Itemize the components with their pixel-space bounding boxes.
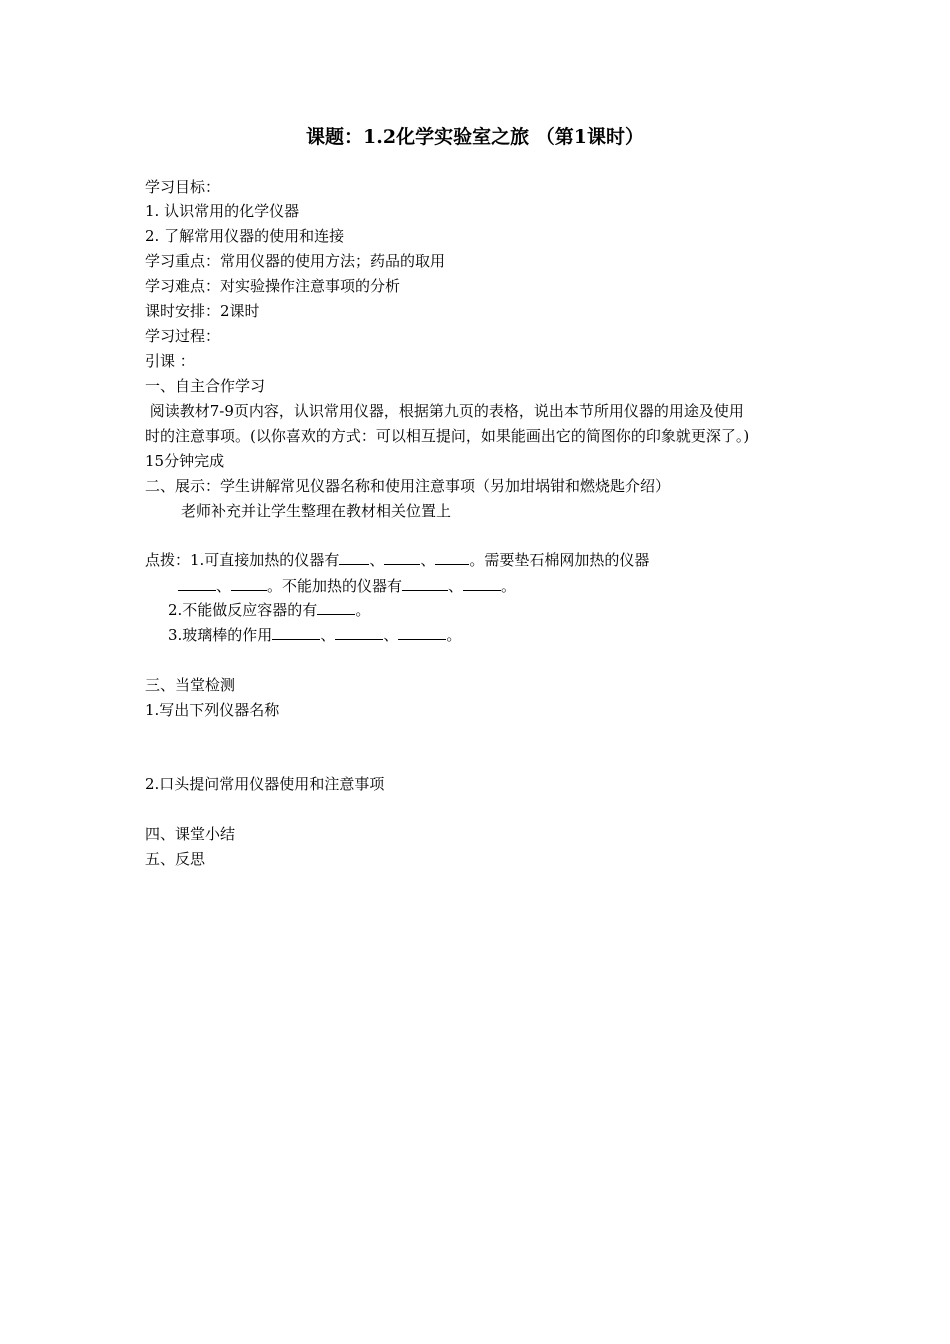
hint-line-2 [168, 600, 370, 620]
hint-1-text-b: 。需要垫石棉网加热的仪器 [469, 551, 650, 569]
separator: 、 [383, 626, 399, 644]
fill-blank[interactable] [402, 576, 448, 591]
fill-blank[interactable] [178, 576, 216, 591]
teacher-note: 老师补充并让学生整理在教材相关位置上 [181, 502, 452, 520]
fill-blank[interactable] [317, 600, 355, 615]
separator: 、 [320, 626, 336, 644]
difficulty: 学习难点：对实验操作注意事项的分析 [145, 277, 401, 295]
hint-1-text-c: 。不能加热的仪器有 [267, 577, 403, 595]
process-heading: 学习过程： [145, 327, 221, 345]
key-point: 学习重点：常用仪器的使用方法；药品的取用 [145, 252, 446, 270]
test-item-2: 2.口头提问常用仪器使用和注意事项 [145, 775, 385, 793]
separator: 、 [420, 551, 436, 569]
page-title: 课题：1.2化学实验室之旅 （第1课时） [306, 126, 644, 148]
separator: 、 [369, 551, 385, 569]
objectives-heading: 学习目标： [145, 178, 221, 196]
fill-blank[interactable] [384, 550, 420, 565]
section-2-heading: 二、展示：学生讲解常见仪器名称和使用注意事项（另加坩埚钳和燃烧匙介绍） [145, 477, 671, 495]
objective-1: 1. 认识常用的化学仪器 [145, 202, 300, 220]
hint-3-text: 3.玻璃棒的作用 [168, 626, 273, 644]
section-5-heading: 五、反思 [145, 850, 206, 868]
fill-blank[interactable] [335, 625, 383, 640]
section-4-heading: 四、课堂小结 [145, 825, 236, 843]
schedule: 课时安排：2课时 [145, 302, 260, 320]
hint-line-1-cont [178, 576, 516, 596]
fill-blank[interactable] [339, 550, 369, 565]
period: 。 [501, 577, 517, 595]
separator: 、 [448, 577, 464, 595]
section-1-heading: 一、自主合作学习 [145, 377, 266, 395]
hint-line-1 [145, 550, 649, 570]
intro: 引课 ： [145, 352, 195, 370]
fill-blank[interactable] [435, 550, 469, 565]
hint-2-text: 2.不能做反应容器的有 [168, 601, 318, 619]
period: 。 [355, 601, 371, 619]
fill-blank[interactable] [463, 576, 501, 591]
hint-line-3 [168, 625, 461, 645]
test-item-1: 1.写出下列仪器名称 [145, 701, 280, 719]
section-3-heading: 三、当堂检测 [145, 676, 236, 694]
reading-text-1: 阅读教材7-9页内容，认识常用仪器，根据第九页的表格，说出本节所用仪器的用途及使用 [145, 402, 744, 420]
reading-text-3: 15分钟完成 [145, 452, 225, 470]
fill-blank[interactable] [272, 625, 320, 640]
separator: 、 [216, 577, 232, 595]
reading-text-2: 时的注意事项。(以你喜欢的方式：可以相互提问，如果能画出它的简图你的印象就更深了。) [145, 427, 750, 445]
fill-blank[interactable] [398, 625, 446, 640]
hint-1-text: 点拨：1.可直接加热的仪器有 [145, 551, 340, 569]
objective-2: 2. 了解常用仪器的使用和连接 [145, 227, 345, 245]
period: 。 [446, 626, 462, 644]
fill-blank[interactable] [231, 576, 267, 591]
